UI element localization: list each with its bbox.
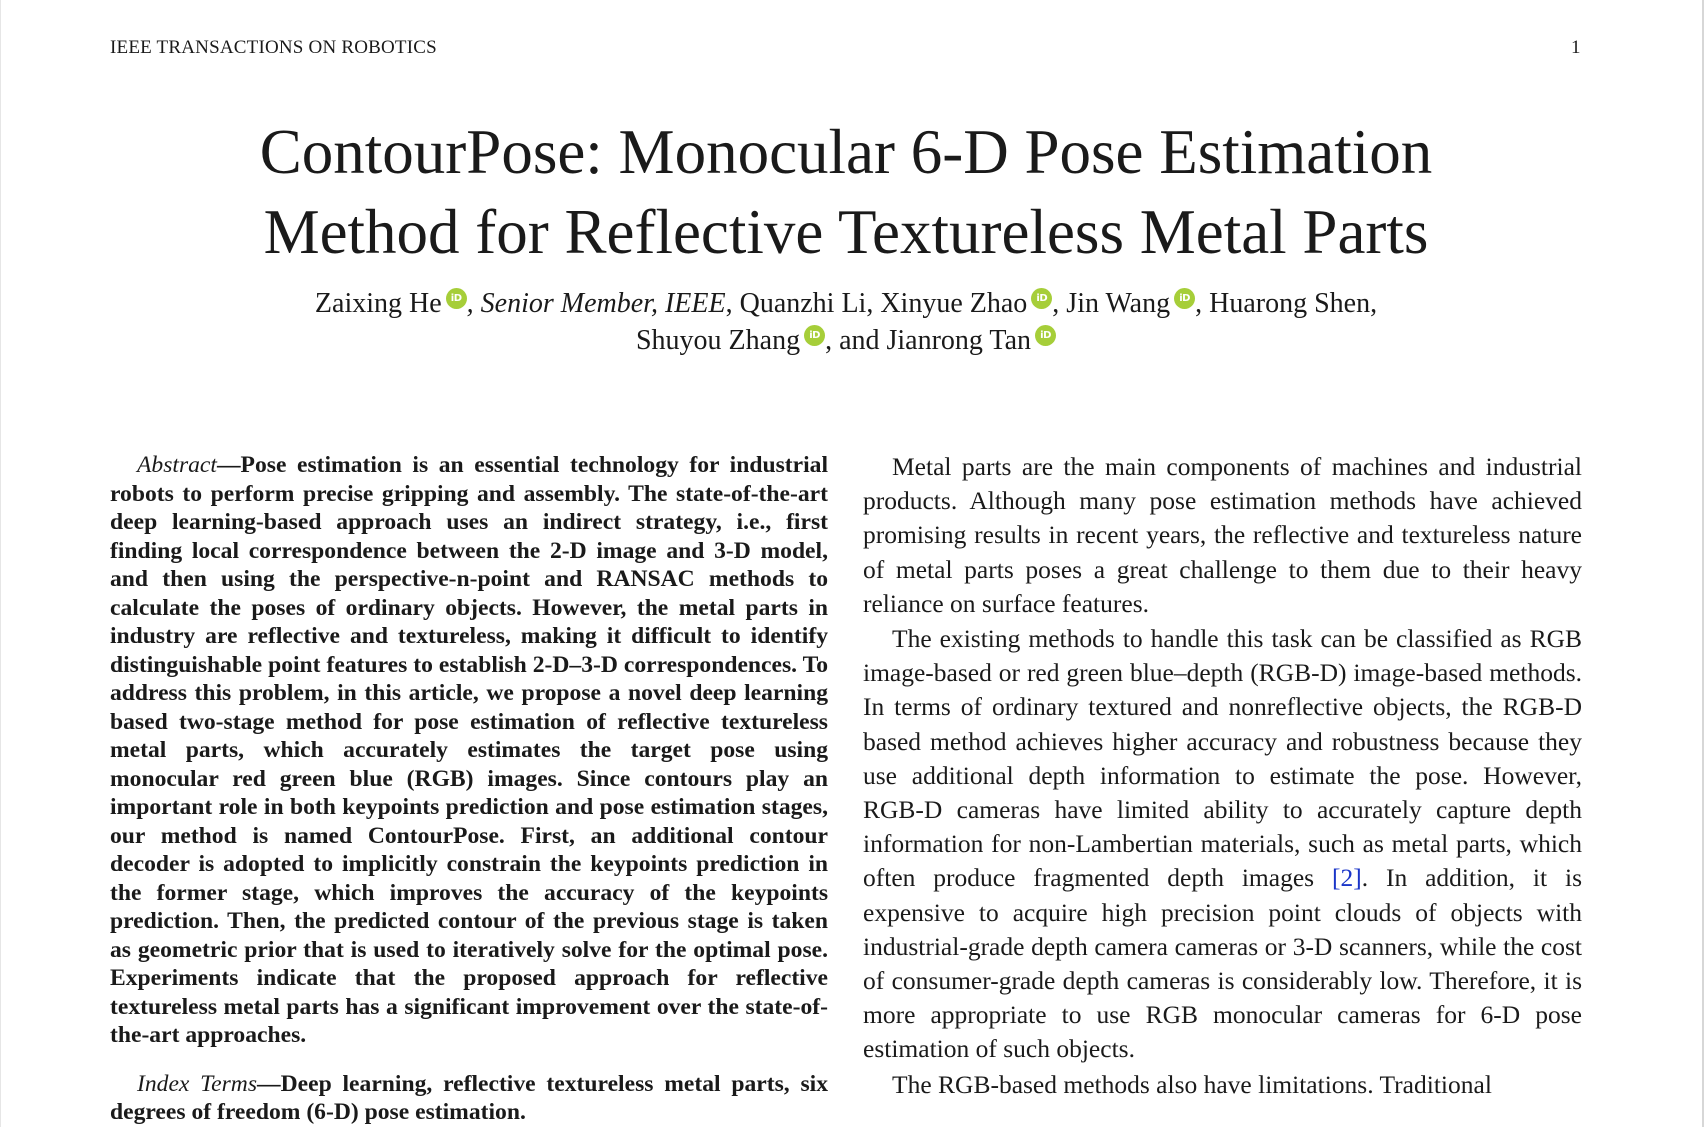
index-terms-paragraph [110, 1070, 828, 1127]
abstract-text: —Pose estimation is an essential technology for industrial robots to perform precise gripping and assembly. The state-of-the-art deep learning-based approach uses an indirect strategy, i.e., first finding local correspondence between the 2-D image and 3-D model, and then using the perspective-n-point and RANSAC methods to calculate the poses of ordinary objects. However, the metal parts in industry are reflective and textureless, making it difficult to identify distinguishable point features to establish 2-D–3-D correspondences. To address this problem, in this article, we propose a novel deep learning based two-stage method for pose estimation of reflective textureless metal parts, which accurately estimates the target pose using monocular red green blue (RGB) images. Since contours play an important role in both keypoints prediction and pose estimation stages, our method is named ContourPose. First, an additional contour decoder is adopted to implicitly constrain the keypoints prediction in the former stage, which improves the accuracy of the keypoints prediction. Then, the predicted contour of the previous stage is taken as geometric prior that is used to iteratively solve for the optimal pose. Experiments indicate that the proposed approach for reflective textureless metal parts has a significant improvement over the state-of-the-art approaches. [110, 452, 828, 1048]
author-name: Zaixing He [314, 288, 442, 319]
author-affiliation: , Senior Member, IEEE [466, 288, 726, 319]
abstract-column [110, 451, 828, 1127]
paper-title-line-1: ContourPose: Monocular 6-D Pose Estimation [259, 117, 1433, 187]
page-left-edge [0, 0, 1, 1127]
author-name: , and Jianrong Tan [825, 325, 1032, 356]
abstract-label: Abstract [137, 452, 217, 478]
page-number: 1 [1571, 37, 1581, 58]
body-paragraph-2-start: The existing methods to handle this task can be classified as RGB image-based or red green blue–depth (RGB-D) image-based methods. In terms of ordinary textured and nonreflective objects, the RGB-D based method achieves higher accuracy and robustness because they use additional depth information to estimate the pose. However, RGB-D cameras have limited ability to accurately capture depth information for non-Lambertian materials, such as metal parts, which often produce fragmented depth images [863, 624, 1582, 893]
body-paragraph-2 [863, 622, 1582, 1067]
abstract-paragraph [110, 451, 828, 1050]
orcid-icon[interactable]: iD [804, 325, 825, 346]
author-name: , Huarong Shen, [1195, 288, 1378, 319]
paper-title [110, 112, 1582, 272]
orcid-icon[interactable]: iD [1174, 288, 1195, 309]
body-column [863, 450, 1582, 1102]
body-paragraph-2-end: . In addition, it is expensive to acquire high precision point clouds of objects with industrial-grade depth camera cameras or 3-D scanners, while the cost of consumer-grade depth cameras is considerably low. Therefore, it is more appropriate to use RGB monocular cameras for 6-D pose estimation of such objects. [863, 863, 1583, 1064]
index-terms-text: —Deep learning, reflective textureless metal parts, six degrees of freedom (6-D) pose estimation. [110, 1070, 828, 1125]
journal-running-head: IEEE TRANSACTIONS ON ROBOTICS [110, 37, 437, 58]
author-name: Shuyou Zhang [635, 325, 801, 356]
orcid-icon[interactable]: iD [446, 288, 467, 309]
paper-title-line-2: Method for Reflective Textureless Metal Parts [263, 197, 1429, 267]
author-name: , Jin Wang [1052, 288, 1171, 319]
body-paragraph-1: Metal parts are the main components of machines and industrial products. Although many pose estimation methods have achieved promising results in recent years, the reflective and textureless nature of metal parts poses a great challenge to them due to their heavy reliance on surface features. [863, 452, 1582, 618]
body-paragraph-3: The RGB-based methods also have limitations. Traditional [892, 1069, 1492, 1099]
citation-link[interactable]: [2] [1331, 863, 1362, 893]
author-name: , Quanzhi Li, Xinyue Zhao [725, 288, 1028, 319]
index-terms-label: Index Terms [137, 1070, 258, 1097]
orcid-icon[interactable]: iD [1031, 288, 1052, 309]
orcid-icon[interactable]: iD [1035, 325, 1056, 346]
author-list [110, 285, 1582, 359]
